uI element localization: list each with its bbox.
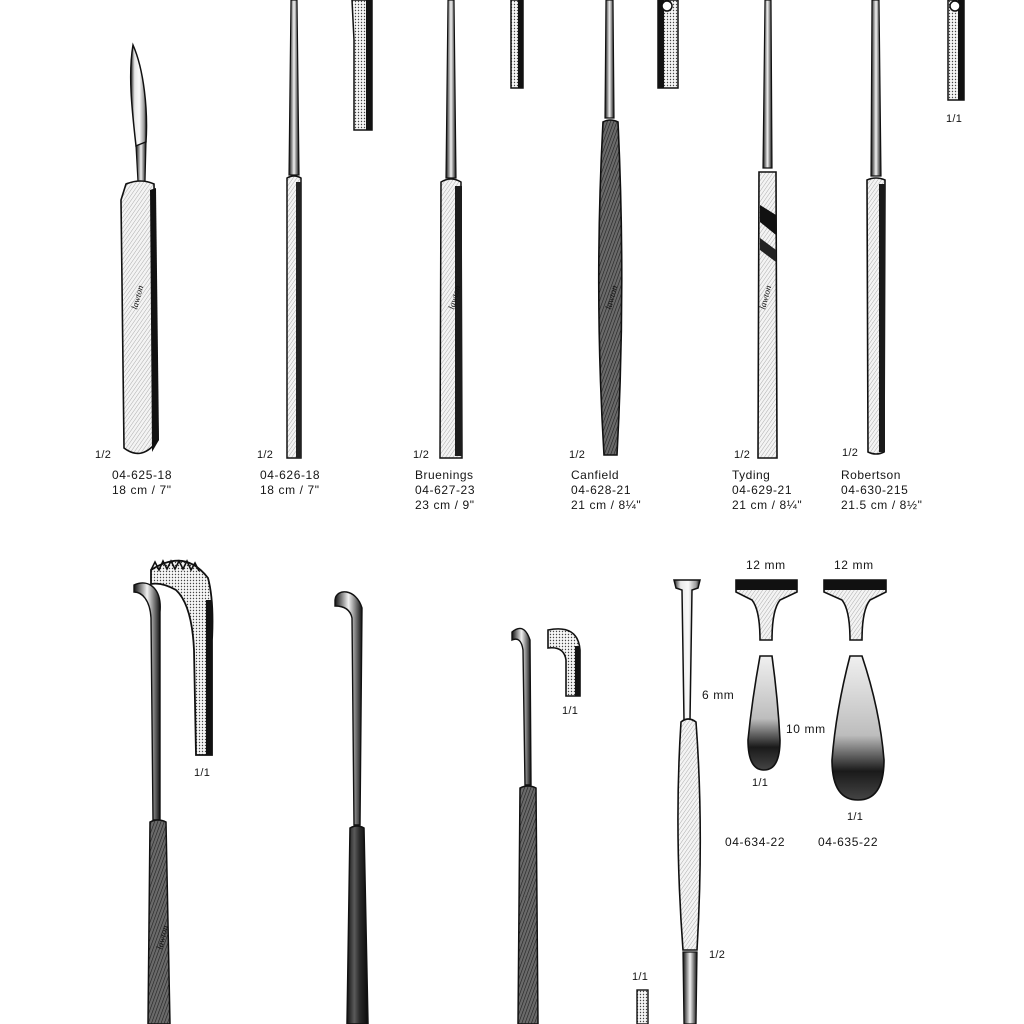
scale-label: 1/2 — [734, 449, 751, 461]
logo-mark: lawton — [757, 284, 774, 311]
logo-mark: lawton — [154, 924, 171, 951]
scale-label: 1/1 — [946, 113, 963, 125]
catalog-code-04-635-22: 04-635-22 — [818, 835, 879, 849]
catalog-code: 04-630-215 — [841, 483, 909, 497]
instrument-04-627-23 — [440, 0, 523, 458]
scale-label: 1/2 — [95, 449, 112, 461]
catalog-code: 04-629-21 — [732, 483, 793, 497]
scale-label: 1/2 — [413, 449, 430, 461]
instrument-name: Tyding — [732, 468, 771, 482]
size-label: 23 cm / 9" — [415, 498, 475, 512]
spatula-detail-b — [824, 580, 886, 800]
size-label: 18 cm / 7" — [112, 483, 172, 497]
instrument-04-628-21 — [599, 0, 678, 455]
scale-label: 1/1 — [562, 705, 579, 717]
caption-robertson — [841, 468, 922, 513]
instrument-elevator — [335, 592, 368, 1024]
logo-mark: lawton — [446, 284, 463, 311]
instrument-04-626-18 — [287, 0, 372, 458]
dimension-width-a: 12 mm — [746, 558, 786, 572]
logo-mark: lawton — [603, 284, 620, 311]
size-label: 21 cm / 8¼" — [571, 498, 642, 512]
catalog-code: 04-626-18 — [260, 468, 321, 482]
catalog-code: 04-628-21 — [571, 483, 632, 497]
caption-bruenings — [415, 468, 475, 513]
dimension-width-b: 12 mm — [834, 558, 874, 572]
scale-label: 1/2 — [709, 949, 726, 961]
scale-label: 1/2 — [257, 449, 274, 461]
scale-label: 1/1 — [847, 811, 864, 823]
logo-mark: lawton — [129, 284, 146, 311]
instrument-name: Canfield — [571, 468, 620, 482]
caption-tyding — [732, 468, 802, 513]
dimension-bowl: 10 mm — [786, 722, 826, 736]
caption-04-626-18 — [260, 468, 320, 498]
instrument-name: Bruenings — [415, 468, 474, 482]
instrument-hook — [512, 628, 580, 1024]
spatula-detail-a — [736, 580, 797, 770]
instrument-rasp — [134, 561, 213, 1024]
catalog-code-04-634-22: 04-634-22 — [725, 835, 786, 849]
instrument-04-630-215 — [867, 0, 964, 454]
dimension-neck: 6 mm — [702, 688, 735, 702]
catalog-code: 04-625-18 — [112, 468, 173, 482]
scale-label: 1/1 — [194, 767, 211, 779]
instrument-04-625-18 — [121, 45, 159, 453]
instrument-name: Robertson — [841, 468, 901, 482]
scale-label: 1/2 — [842, 447, 859, 459]
catalog-code: 04-627-23 — [415, 483, 476, 497]
instrument-04-634-22 — [637, 580, 700, 1024]
scale-label: 1/2 — [569, 449, 586, 461]
instrument-04-629-21 — [758, 0, 777, 458]
caption-canfield — [571, 468, 641, 513]
caption-04-625-18 — [112, 468, 172, 498]
scale-label: 1/1 — [752, 777, 769, 789]
size-label: 21.5 cm / 8½" — [841, 498, 923, 512]
scale-label: 1/1 — [632, 971, 649, 983]
size-label: 21 cm / 8¼" — [732, 498, 803, 512]
size-label: 18 cm / 7" — [260, 483, 320, 497]
